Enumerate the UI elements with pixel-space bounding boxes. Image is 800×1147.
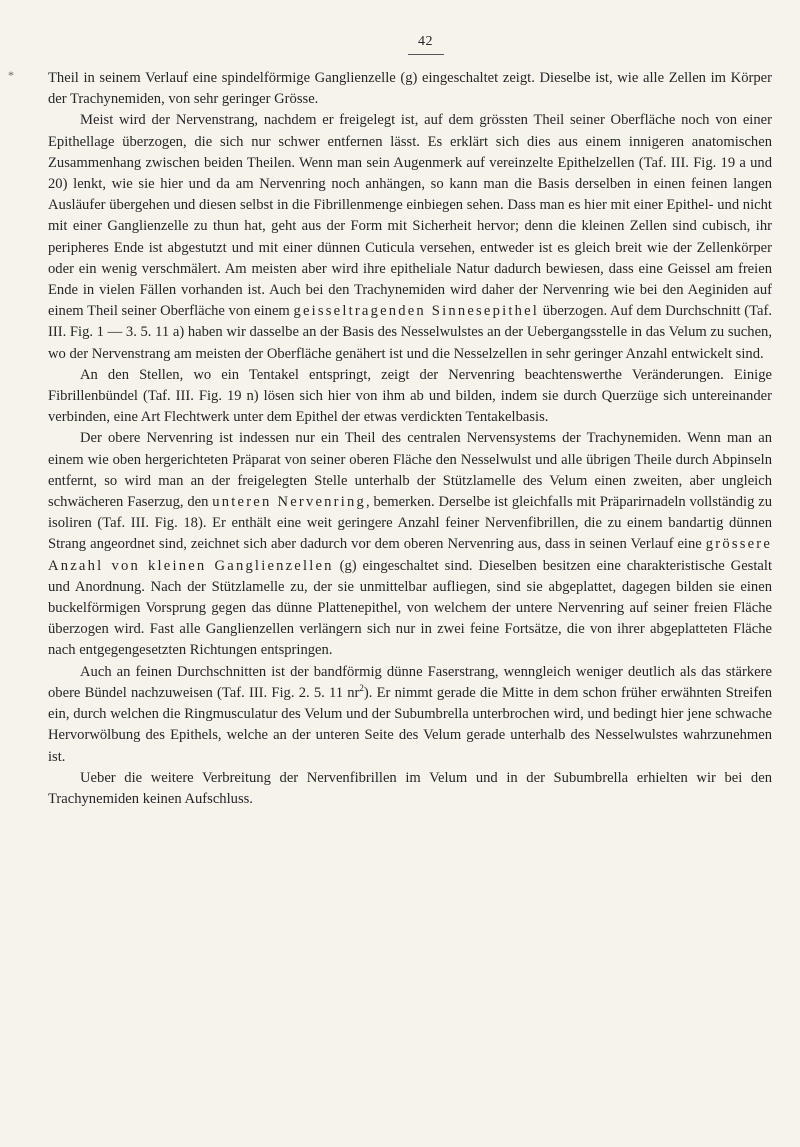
spaced-emphasis-text: geisseltragenden Sinnesepithel (293, 303, 540, 320)
body-text (48, 68, 772, 810)
spaced-emphasis-text: unteren Nervenring (212, 494, 366, 511)
text-run: Ueber die weitere Verbreitung der Nervenfibrillen im Velum und in der Subumbrella erhielten wir bei den Trachynemiden keinen Aufschluss. (48, 769, 772, 807)
paragraph (48, 662, 772, 768)
text-run: überzogen. Auf dem Durchschnitt (Taf. III. Fig. 1 — 3. 5. 11 a) haben wir dasselbe an der Basis des Nesselwulstes an der Uebergangsstelle in das Velum zu suchen, wo der Nervenstrang am meisten der Oberfläche genähert ist und die Nesselzellen in sehr geringer Anzahl entwickelt sind. (48, 303, 772, 362)
text-run: , bemerken. Derselbe ist gleichfalls mit Präparirnadeln vollständig zu isoliren (Taf. III. Fig. 18). Er enthält eine weit geringere Anzahl feiner Nervenfibrillen, die zu einem bandartig dünnen Strang angeordnet sind, zeichnet sich aber dadurch vor dem oberen Nervenring aus, dass in seinen Verlauf eine (48, 494, 773, 553)
text-run: ). Er nimmt gerade die Mitte in dem schon früher erwähnten Streifen ein, durch welchen die Ringmusculatur des Velum und der Subumbrella unterbrochen wird, und bedingt hier jene schwache Hervorwölbung des Epithels, welche an der unteren Seite des Velum gerade unterhalb des Nesselwulstes wahrzunehmen ist. (48, 684, 772, 765)
text-run: Der obere Nervenring ist indessen nur ein Theil des centralen Nervensystems der Trachynemiden. Wenn man an einem wie oben hergerichteten Präparat von seiner oberen Fläche den Nesselwulst und alle übrigen Theile durch Abpinseln entfernt, so wird man an der freigelegten Stelle unterhalb der Stützlamelle des Velum einen zweiten, aber ungleich schwächeren Faserzug, den (48, 430, 772, 511)
page-number: 42 (418, 34, 433, 49)
paragraph (48, 428, 772, 661)
text-run: Meist wird der Nervenstrang, nachdem er freigelegt ist, auf dem grössten Theil seiner Oberfläche noch von einer Epithellage überzogen, die sich nur schwer entfernen lässt. Es erklärt sich dies aus einem innigeren anatomischen Zusammenhang zwischen beiden Theilen. Wenn man sein Augenmerk auf vereinzelte Epithelzellen (Taf. III. Fig. 19 a und 20) lenkt, wie sie hier und da am Nervenring noch anhängen, so kann man die Basis derselben in einen feinen langen Ausläufer übergehen und diesen selbst in die Fibrillenmenge einbiegen sehen. Dass man es hier mit einer Epithel- und nicht mit einer Ganglienzelle zu thun hat, geht aus der Form mit Sicherheit hervor; denn die kleinen Zellen sind cubisch, ihr peripheres Ende ist abgestutzt und mit einer dünnen Cuticula versehen, entweder ist es gleich breit wie der Zellenkörper oder ein wenig verschmälert. Am meisten aber wird ihre epitheliale Natur dadurch bewiesen, dass eine Geissel am freien Ende in vielen Fällen vorhanden ist. Auch bei den Trachynemiden wird daher der Nervenring wie bei den Aeginiden auf einem Theil seiner Oberfläche von einem (48, 112, 772, 320)
text-run: Theil in seinem Verlauf eine spindelförmige Ganglienzelle (g) eingeschaltet zeigt. Dieselbe ist, wie alle Zellen im Körper der Trachynemiden, von sehr geringer Grösse. (48, 70, 772, 108)
page-number-underline (408, 54, 444, 55)
text-run: An den Stellen, wo ein Tentakel entspringt, zeigt der Nervenring beachtenswerthe Veränderungen. Einige Fibrillenbündel (Taf. III. Fig. 19 n) lösen sich hier von ihm ab und bilden, indem sie durch Querzüge sich untereinander verbinden, eine Art Flechtwerk unter dem Epithel der etwas verdickten Tentakelbasis. (48, 366, 772, 426)
paragraph (48, 365, 772, 429)
margin-asterisk: * (8, 68, 14, 82)
text-run: Auch an feinen Durchschnitten ist der bandförmig dünne Faserstrang, wenngleich weniger deutlich als das stärkere obere Bündel nachzuweisen (Taf. III. Fig. 2. 5. 11 nr (48, 663, 772, 701)
superscript: 2 (359, 683, 364, 694)
paragraph (48, 68, 772, 110)
paragraph (48, 110, 772, 364)
paragraph (48, 768, 772, 810)
text-run: (g) eingeschaltet sind. Dieselben besitzen eine charakteristische Gestalt und Anordnung. Nach der Stützlamelle zu, der sie unmittelbar aufliegen, sind sie abgeplattet, dagegen bilden sie einen buckelförmigen Vorsprung gegen das dünne Plattenepithel, von welchem der untere Nervenring auf seiner freien Fläche überzogen wird. Fast alle Ganglienzellen verlängern sich nur in zwei feine Fortsätze, die von ihrer abgeplatteten Fläche nach entgegengesetzten Richtungen entspringen. (48, 557, 773, 659)
spaced-emphasis-text: grössere Anzahl von kleinen Ganglienzellen (48, 536, 772, 574)
